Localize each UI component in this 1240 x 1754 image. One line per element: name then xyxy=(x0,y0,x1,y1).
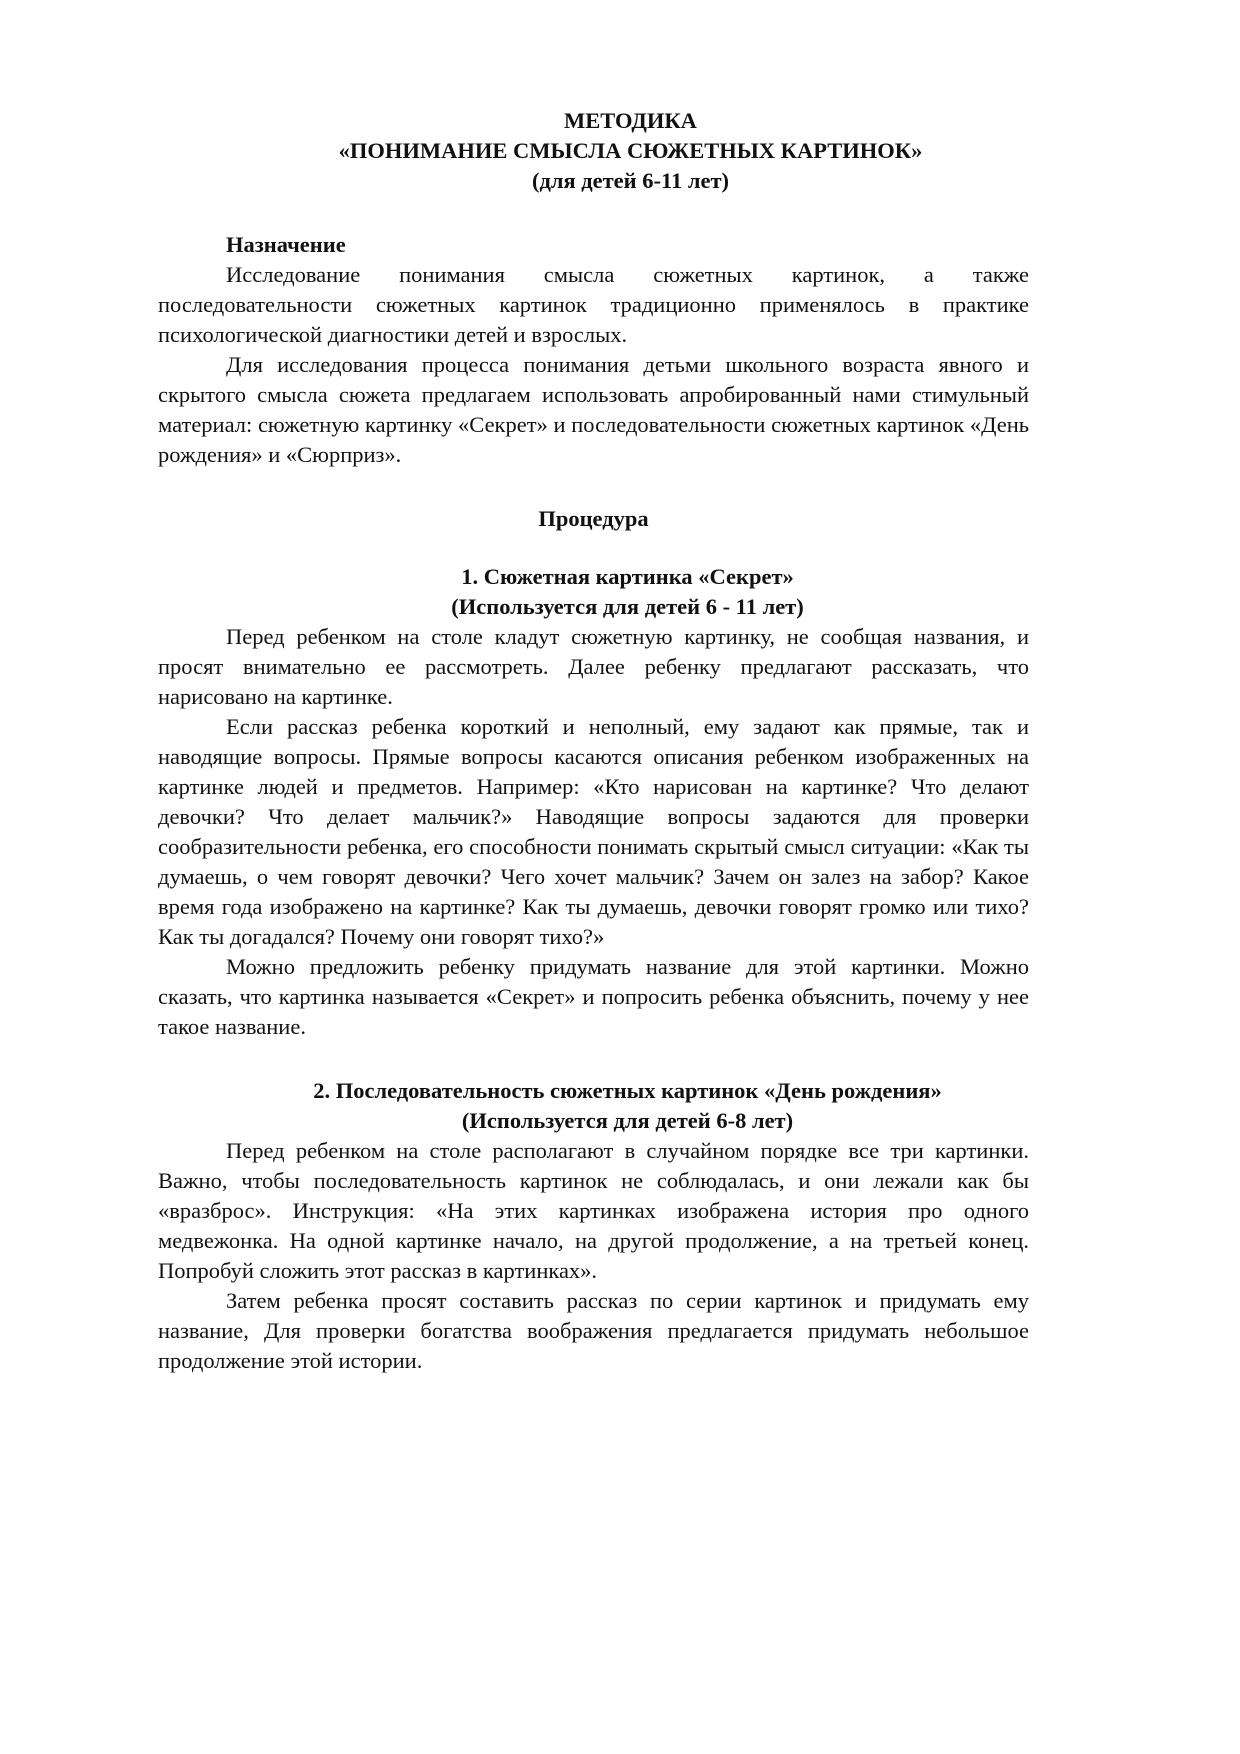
section-birthday-title: 2. Последовательность сюжетных картинок «День рождения» xyxy=(313,1078,942,1103)
section-secret-paragraph: Если рассказ ребенка короткий и неполный, ему задают как прямые, так и наводящие вопросы. Прямые вопросы касаются описания ребенком изображенных на картинке людей и предметов. Например: «Кто нарисован на картинке? Что делают девочки? Что делает мальчик?» Наводящие вопросы задаются для проверки сообразительности ребенка, его способности понимать скрытый смысл ситуации: «Как ты думаешь, о чем говорят девочки? Чего хочет мальчик? Зачем он залез на забор? Какое время года изображено на картинке? Как ты думаешь, девочки говорят громко или тихо? Как ты догадался? Почему они говорят тихо?» xyxy=(158,714,1029,949)
section-secret xyxy=(158,562,1029,1042)
section-secret-paragraph: Перед ребенком на столе кладут сюжетную картинку, не сообщая названия, и просят внимательно ее рассмотреть. Далее ребенку предлагают рассказать, что нарисовано на картинке. xyxy=(158,624,1029,709)
document-page xyxy=(158,106,1029,1376)
title-name: «ПОНИМАНИЕ СМЫСЛА СЮЖЕТНЫХ КАРТИНОК» xyxy=(338,138,923,163)
title-method: МЕТОДИКА xyxy=(564,108,697,133)
section-secret-subtitle: (Используется для детей 6 - 11 лет) xyxy=(451,594,804,619)
section-birthday-paragraph: Затем ребенка просят составить рассказ по серии картинок и придумать ему название, Для проверки богатства воображения предлагается придумать небольшое продолжение этой истории. xyxy=(158,1288,1029,1373)
purpose-paragraph: Для исследования процесса понимания детьми школьного возраста явного и скрытого смысла сюжета предлагаем использовать апробированный нами стимульный материал: сюжетную картинку «Секрет» и последовательности сюжетных картинок «День рождения» и «Сюрприз». xyxy=(158,352,1029,467)
section-birthday-subtitle: (Используется для детей 6-8 лет) xyxy=(461,1108,794,1133)
procedure-heading: Процедура xyxy=(538,506,649,531)
section-birthday xyxy=(158,1076,1029,1376)
title-age-range: (для детей 6-11 лет) xyxy=(531,168,730,193)
document-title-block xyxy=(232,106,1029,196)
purpose-section xyxy=(158,230,1029,470)
purpose-heading: Назначение xyxy=(226,232,346,257)
section-secret-title: 1. Сюжетная картинка «Секрет» xyxy=(461,564,794,589)
section-birthday-paragraph: Перед ребенком на столе располагают в случайном порядке все три картинки. Важно, чтобы последовательность картинок не соблюдалась, и они лежали как бы «вразброс». Инструкция: «На этих картинках изображена история про одного медвежонка. На одной картинке начало, на другой продолжение, а на третьей конец. Попробуй сложить этот рассказ в картинках». xyxy=(158,1138,1029,1283)
section-secret-paragraph: Можно предложить ребенку придумать название для этой картинки. Можно сказать, что картинка называется «Секрет» и попросить ребенка объяснить, почему у нее такое название. xyxy=(158,954,1029,1039)
purpose-paragraph: Исследование понимания смысла сюжетных картинок, а также последовательности сюжетных картинок традиционно применялось в практике психологической диагностики детей и взрослых. xyxy=(158,262,1029,347)
